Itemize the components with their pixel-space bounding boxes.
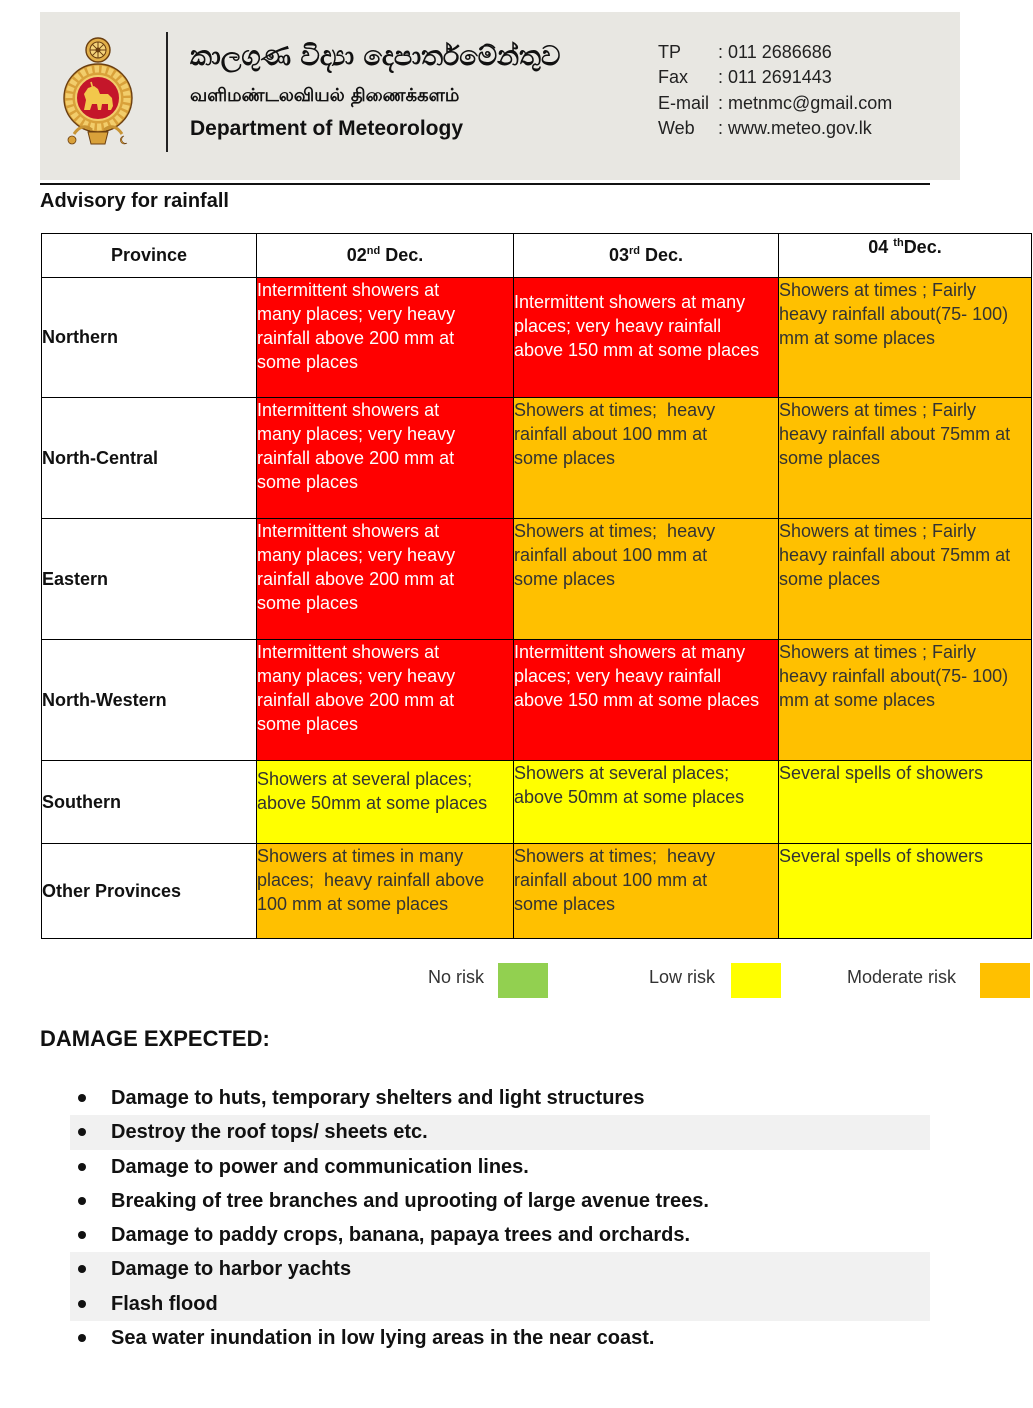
department-name-tamil: வளிமண்டலவியல் திணைக்களம் <box>190 85 460 106</box>
advisory-title: Advisory for rainfall <box>40 190 229 212</box>
list-item <box>70 1081 930 1115</box>
list-item <box>70 1184 930 1218</box>
list-item <box>70 1287 930 1321</box>
list-item-text: Flash flood <box>111 1292 218 1315</box>
header-date <box>779 234 1032 278</box>
list-item <box>70 1115 930 1149</box>
contact-email <box>658 91 958 116</box>
date-suffix: nd <box>366 245 381 257</box>
advisory-cell: Showers at times; heavy rainfall about 100 mm at some places <box>514 398 779 519</box>
bullet-icon <box>78 1197 86 1205</box>
bullet-icon <box>78 1334 86 1342</box>
province-cell: Eastern <box>42 519 257 640</box>
advisory-cell: Showers at times ; Fairly heavy rainfall about 75mm at some places <box>779 398 1032 519</box>
list-item-text: Destroy the roof tops/ sheets etc. <box>111 1121 428 1144</box>
contact-value: : 011 2691443 <box>718 67 832 88</box>
advisory-cell: Several spells of showers <box>779 844 1032 939</box>
legend-label-no-risk: No risk <box>428 967 485 987</box>
list-item-text: Sea water inundation in low lying areas in the near coast. <box>111 1327 655 1350</box>
legend-swatch-low-risk <box>731 963 781 998</box>
advisory-cell: Showers at times; heavy rainfall about 100 mm at some places <box>514 519 779 640</box>
legend-label-moderate-risk: Moderate risk <box>847 967 957 987</box>
list-item-text: Damage to paddy crops, banana, papaya trees and orchards. <box>111 1224 691 1247</box>
contact-value[interactable]: : metnmc@gmail.com <box>718 92 893 113</box>
legend-label-low-risk: Low risk <box>649 967 716 987</box>
table-row <box>42 844 1032 939</box>
contact-web <box>658 116 958 141</box>
date-suffix: rd <box>629 245 640 257</box>
list-item-text: Breaking of tree branches and uprooting of large avenue trees. <box>111 1189 709 1212</box>
table-row <box>42 640 1032 761</box>
province-cell: Other Provinces <box>42 844 257 939</box>
contact-label: TP <box>658 42 682 62</box>
advisory-cell: Several spells of showers <box>779 761 1032 844</box>
table-row <box>42 519 1032 640</box>
header-province: Province <box>42 234 257 278</box>
list-item <box>70 1321 930 1355</box>
list-item-text: Damage to harbor yachts <box>111 1258 352 1281</box>
advisory-cell: Showers at times ; Fairly heavy rainfall about 75mm at some places <box>779 519 1032 640</box>
contact-label: E-mail <box>658 92 710 113</box>
letterhead <box>40 12 960 180</box>
header-date <box>514 234 779 278</box>
province-cell: Northern <box>42 278 257 398</box>
advisory-cell: Intermittent showers at many places; very heavy rainfall above 200 mm at some places <box>257 519 514 640</box>
advisory-cell: Showers at times ; Fairly heavy rainfall about(75- 100) mm at some places <box>779 640 1032 761</box>
advisory-cell: Showers at times; heavy rainfall about 100 mm at some places <box>514 844 779 939</box>
bullet-icon <box>78 1094 86 1102</box>
table-row <box>42 278 1032 398</box>
date-month: Dec. <box>903 237 942 257</box>
advisory-cell: Showers at several places; above 50mm at some places <box>514 761 779 844</box>
letterhead-divider <box>166 32 168 152</box>
advisory-cell: Showers at times in many places; heavy rainfall above 100 mm at some places <box>257 844 514 939</box>
legend-swatch-no-risk <box>498 963 548 998</box>
list-item-text: Damage to huts, temporary shelters and light structures <box>111 1087 645 1109</box>
date-month: Dec. <box>380 245 424 265</box>
advisory-cell: Intermittent showers at many places; very heavy rainfall above 150 mm at some places <box>514 640 779 761</box>
bullet-icon <box>78 1163 86 1171</box>
damage-section-title: DAMAGE EXPECTED: <box>40 1026 270 1051</box>
header-date <box>257 234 514 278</box>
legend-swatch-moderate-risk <box>980 963 1030 998</box>
list-item <box>70 1150 930 1184</box>
state-emblem-logo <box>62 36 134 148</box>
damage-list <box>70 1081 930 1355</box>
table-row <box>42 398 1032 519</box>
contact-label: Fax <box>658 67 689 88</box>
contact-tp <box>658 40 958 65</box>
table-header-row <box>42 234 1032 278</box>
bullet-icon <box>78 1231 86 1239</box>
bullet-icon <box>78 1128 86 1136</box>
table-row <box>42 761 1032 844</box>
bullet-icon <box>78 1300 86 1308</box>
advisory-cell: Intermittent showers at many places; very heavy rainfall above 150 mm at some places <box>514 278 779 398</box>
date-month: Dec. <box>640 245 684 265</box>
contact-info <box>658 40 958 141</box>
advisory-cell: Intermittent showers at many places; very heavy rainfall above 200 mm at some places <box>257 278 514 398</box>
list-item-text: Damage to power and communication lines. <box>111 1155 529 1178</box>
dharma-wheel-icon <box>86 38 110 62</box>
department-name-english: Department of Meteorology <box>190 117 464 140</box>
advisory-cell: Intermittent showers at many places; very heavy rainfall above 200 mm at some places <box>257 398 514 519</box>
header-rule <box>40 183 930 185</box>
bullet-icon <box>78 1265 86 1273</box>
contact-fax <box>658 65 958 90</box>
department-name-sinhala: කාලගුණ විද්‍යා දෙපාර්තමේන්තුව <box>190 41 561 72</box>
province-cell: Southern <box>42 761 257 844</box>
date-day: 02 <box>346 245 367 265</box>
contact-value[interactable]: : www.meteo.gov.lk <box>718 117 872 138</box>
date-day: 03 <box>608 245 629 265</box>
province-cell: North-Western <box>42 640 257 761</box>
list-item <box>70 1218 930 1252</box>
province-cell: North-Central <box>42 398 257 519</box>
date-day: 04 <box>868 237 894 257</box>
advisory-table <box>41 233 1032 939</box>
advisory-cell: Showers at times ; Fairly heavy rainfall about(75- 100) mm at some places <box>779 278 1032 398</box>
contact-value: : 011 2686686 <box>718 42 832 62</box>
advisory-cell: Showers at several places; above 50mm at some places <box>257 761 514 844</box>
date-suffix: th <box>893 237 904 249</box>
contact-label: Web <box>658 117 695 138</box>
advisory-cell: Intermittent showers at many places; very heavy rainfall above 200 mm at some places <box>257 640 514 761</box>
list-item <box>70 1252 930 1286</box>
